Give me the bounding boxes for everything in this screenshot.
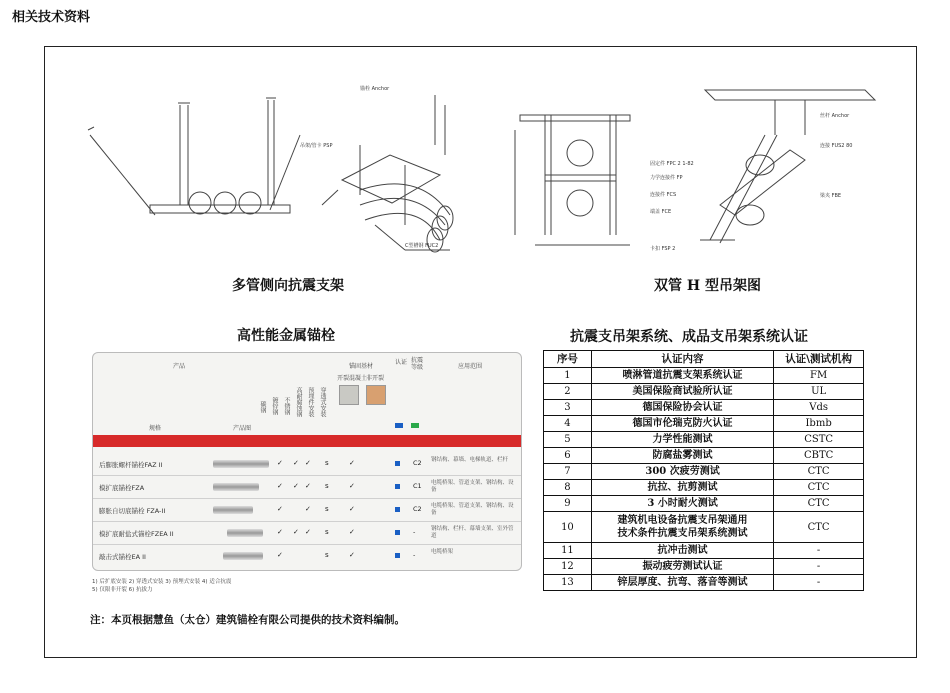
- cell-org: FM: [774, 368, 864, 384]
- row-mark: ✓: [349, 505, 355, 513]
- cell-no: 11: [544, 543, 592, 559]
- cell-content: 抗拉、抗剪测试: [591, 480, 773, 496]
- anchor-product-image: [213, 483, 259, 491]
- brick-sample-icon: [366, 385, 386, 405]
- app-range: 钢结构、幕墙、电梯轨道、栏杆: [431, 457, 509, 463]
- anchor-product-image: [213, 460, 269, 468]
- caption-anchor: 高性能金属锚栓: [237, 328, 335, 344]
- anchor-product-panel: [92, 352, 522, 571]
- cell-no: 7: [544, 464, 592, 480]
- cell-org: UL: [774, 384, 864, 400]
- row-mark: ✓: [349, 459, 355, 467]
- double-h-hanger-drawing: [505, 75, 895, 270]
- header-nc: 非开裂: [366, 375, 385, 382]
- table-row: [544, 543, 864, 559]
- table-row: [544, 575, 864, 591]
- row-mark: ✓: [293, 528, 299, 536]
- cell-content: 锌层厚度、抗弯、落音等测试: [591, 575, 773, 591]
- cell-no: 8: [544, 480, 592, 496]
- table-row: [544, 432, 864, 448]
- col-head: 高耐腐蚀钢: [295, 387, 302, 417]
- cell-content: 300 次疲劳测试: [591, 464, 773, 480]
- anchor-name: 模扩底锚栓FZA: [99, 484, 145, 492]
- table-row: [93, 522, 521, 545]
- cell-org: -: [774, 575, 864, 591]
- table-row: [544, 512, 864, 543]
- header-concrete: 开裂混凝土: [337, 375, 368, 382]
- row-mark: ✓: [349, 528, 355, 536]
- row-mark: ✓: [293, 459, 299, 467]
- cell-content: 喷淋管道抗震支架系统认证: [591, 368, 773, 384]
- header-cert: 认证: [395, 359, 408, 366]
- certification-table: [543, 350, 864, 591]
- cell-content: 美国保险商试验所认证: [591, 384, 773, 400]
- caption-double-h: 双管 H 型吊架图: [654, 278, 761, 294]
- app-range: 钢结构、栏杆、幕墙支架、室外管道: [431, 526, 514, 539]
- cert-square: [395, 461, 400, 466]
- anchor-footnote: [92, 578, 352, 594]
- footnote-line: 1) 后扩底安装 2) 穿透式安装 3) 预埋式安装 4) 适合抗震: [92, 579, 232, 585]
- header-app: 应用范围: [458, 363, 483, 370]
- row-mark: ✓: [277, 528, 283, 536]
- row-mark: ✓: [277, 505, 283, 513]
- seismic-class: C2: [413, 459, 422, 467]
- row-mark: ✓: [305, 482, 311, 490]
- cell-no: 5: [544, 432, 592, 448]
- concrete-sample-icon: [339, 385, 359, 405]
- label-sleeve: 连接件 FCS: [650, 192, 677, 198]
- cell-content: 力学性能测试: [591, 432, 773, 448]
- table-row: [544, 384, 864, 400]
- cell-org: CSTC: [774, 432, 864, 448]
- cell-content: 德国保险协会认证: [591, 400, 773, 416]
- anchor-table-header: [93, 353, 521, 433]
- anchor-name: 后膨胀螺杆锚栓FAZ II: [99, 461, 163, 469]
- label-beam-clamp: 梁夹 FBE: [820, 193, 842, 199]
- cert-blue-mark: [395, 423, 403, 428]
- cell-no: 2: [544, 384, 592, 400]
- anchor-product-image: [213, 506, 253, 514]
- cert-square: [395, 530, 400, 535]
- col-head: 不锈钢: [283, 397, 290, 415]
- anchor-name: 模扩底耐盐式锚栓FZEA II: [99, 530, 174, 538]
- app-range: 电缆桥架、管道支架、钢结构、设备: [431, 503, 514, 516]
- col-header: 认证内容: [591, 351, 773, 368]
- footnote-line: 5) 仅限非开裂 6) 抗拔力: [92, 587, 153, 593]
- table-row: [93, 499, 521, 522]
- table-row: [93, 453, 521, 476]
- table-row: [544, 496, 864, 512]
- cell-org: CTC: [774, 480, 864, 496]
- table-row: [544, 480, 864, 496]
- anchor-product-image: [223, 552, 263, 560]
- multi-pipe-bracket-drawing: [60, 75, 500, 270]
- header-anchor-base: 锚固基材: [349, 363, 374, 370]
- header-product-image: 产品图: [233, 425, 252, 432]
- table-row: [544, 559, 864, 575]
- table-row: [544, 448, 864, 464]
- label-bracket: 力学连接件 FP: [650, 175, 683, 181]
- row-mark: s: [325, 528, 329, 536]
- seismic-class: C1: [413, 482, 422, 490]
- source-note: 注：本页根据慧鱼（太仓）建筑锚栓有限公司提供的技术资料编制。: [90, 614, 405, 626]
- cell-no: 6: [544, 448, 592, 464]
- row-mark: s: [325, 505, 329, 513]
- col-head: 预埋件安装: [307, 387, 314, 417]
- page-title: 相关技术资料: [12, 10, 91, 25]
- table-row: [544, 368, 864, 384]
- label-pipe-clamp: 吊架/管卡 PSP: [300, 143, 333, 149]
- cell-no: 13: [544, 575, 592, 591]
- header-spec: 规格: [149, 425, 162, 432]
- cell-no: 4: [544, 416, 592, 432]
- seismic-class: -: [413, 551, 416, 559]
- table-row: [544, 400, 864, 416]
- cell-no: 1: [544, 368, 592, 384]
- row-mark: ✓: [305, 528, 311, 536]
- cell-no: 9: [544, 496, 592, 512]
- cell-no: 12: [544, 559, 592, 575]
- cell-no: 10: [544, 512, 592, 543]
- table-row: [93, 545, 521, 567]
- app-range: 电缆桥架、管道支架、钢结构、设备: [431, 480, 514, 493]
- table-row: [93, 476, 521, 499]
- label-end-cap: 端盖 FCE: [650, 209, 672, 215]
- cell-org: Vds: [774, 400, 864, 416]
- anchor-name: 敲击式锚栓EA II: [99, 553, 146, 561]
- cell-content: 3 小时耐火测试: [591, 496, 773, 512]
- cell-no: 3: [544, 400, 592, 416]
- table-row: [544, 464, 864, 480]
- cell-org: CTC: [774, 496, 864, 512]
- cell-org: CTC: [774, 464, 864, 480]
- row-mark: ✓: [305, 459, 311, 467]
- cell-content: 抗冲击测试: [591, 543, 773, 559]
- col-head: 碳钢: [259, 401, 266, 413]
- caption-multi-pipe: 多管侧向抗震支架: [232, 278, 344, 294]
- col-header: 认证\测试机构: [774, 351, 864, 368]
- label-rod: 丝杆 Anchor: [820, 113, 850, 119]
- seismic-class: -: [413, 528, 416, 536]
- row-mark: ✓: [349, 482, 355, 490]
- cell-content: 防腐盐雾测试: [591, 448, 773, 464]
- col-head: 穿透式安装: [319, 387, 326, 417]
- cell-org: -: [774, 559, 864, 575]
- label-anchor: 锚栓 Anchor: [360, 86, 390, 92]
- cert-square: [395, 484, 400, 489]
- header-product: 产品: [173, 363, 186, 370]
- cell-org: Ibmb: [774, 416, 864, 432]
- cert-square: [395, 507, 400, 512]
- app-range: 电缆桥架: [431, 549, 454, 555]
- label-connector: 连接 FUS2 80: [820, 143, 853, 149]
- col-head: 镀锌钢: [271, 397, 278, 415]
- label-channel: C型槽钢 FUC2: [405, 243, 439, 249]
- table-header-row: [544, 351, 864, 368]
- row-mark: ✓: [293, 482, 299, 490]
- seismic-class: C2: [413, 505, 422, 513]
- label-fix: 固定件 FPC 2 1-82: [650, 161, 694, 167]
- cell-org: -: [774, 543, 864, 559]
- caption-cert: 抗震支吊架系统、成品支吊架系统认证: [570, 329, 808, 345]
- table-row: [544, 416, 864, 432]
- row-mark: ✓: [277, 482, 283, 490]
- cell-content: 振动疲劳测试认证: [591, 559, 773, 575]
- cert-green-mark: [411, 423, 419, 428]
- anchor-name: 膨胀自切底锚栓 FZA-II: [99, 507, 166, 515]
- cell-org: CTC: [774, 512, 864, 543]
- cell-content: 建筑机电设备抗震支吊架通用 技术条件抗震支吊架系统测试: [591, 512, 773, 543]
- anchor-table-red-bar: [93, 435, 521, 447]
- row-mark: ✓: [305, 505, 311, 513]
- label-clip: 卡扣 FSP 2: [650, 246, 676, 252]
- row-mark: ✓: [277, 459, 283, 467]
- row-mark: ✓: [349, 551, 355, 559]
- row-mark: s: [325, 551, 329, 559]
- col-header: 序号: [544, 351, 592, 368]
- cell-org: CBTC: [774, 448, 864, 464]
- row-mark: ✓: [277, 551, 283, 559]
- row-mark: s: [325, 459, 329, 467]
- row-mark: s: [325, 482, 329, 490]
- cert-square: [395, 553, 400, 558]
- header-seismic: 抗震等级: [411, 357, 424, 371]
- cell-content: 德国市伦瑞克防火认证: [591, 416, 773, 432]
- anchor-product-image: [227, 529, 263, 537]
